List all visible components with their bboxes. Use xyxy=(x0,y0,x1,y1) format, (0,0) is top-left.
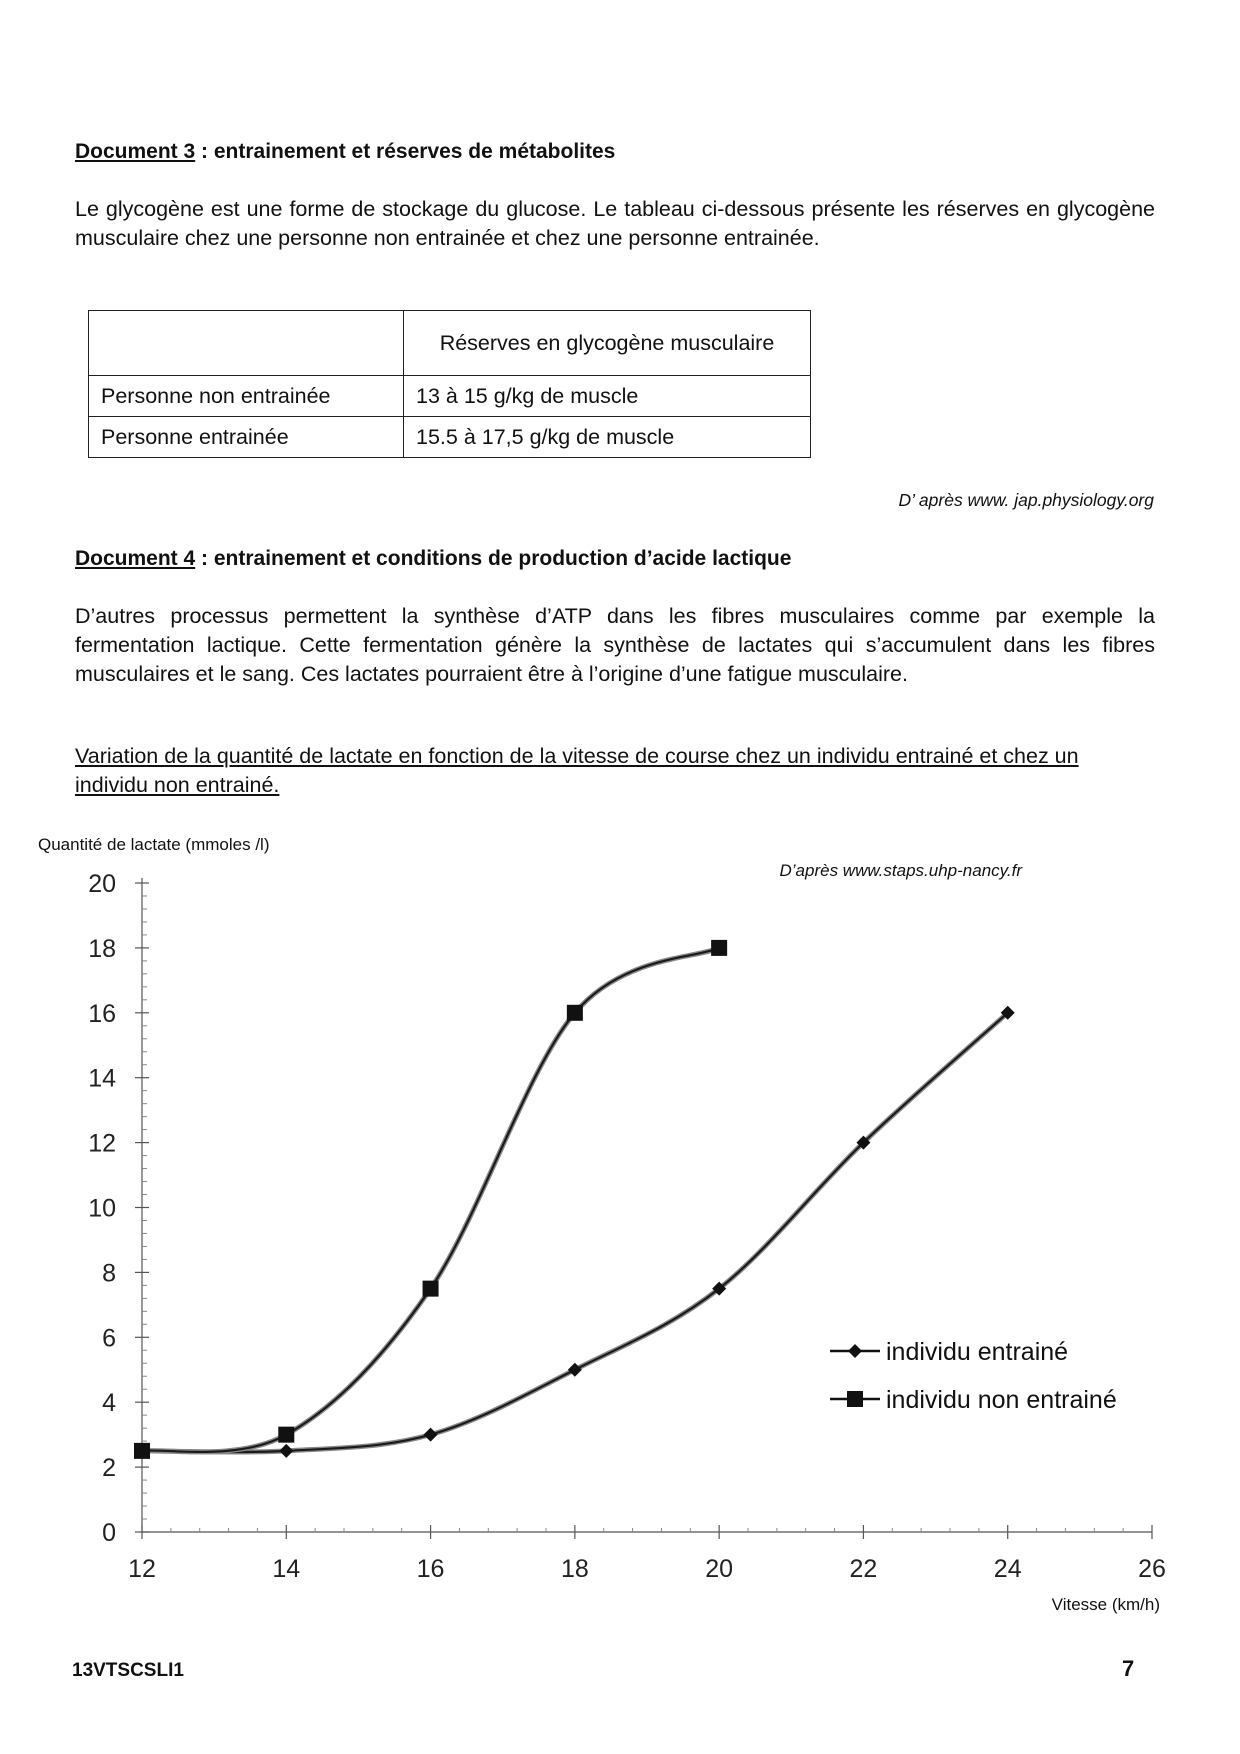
table-header-cell: Réserves en glycogène musculaire xyxy=(404,311,811,376)
y-tick-label: 8 xyxy=(102,1259,116,1288)
table-row-value: 15.5 à 17,5 g/kg de muscle xyxy=(404,417,811,458)
table-corner-cell xyxy=(89,311,404,376)
non-trained-series-line xyxy=(142,948,719,1452)
y-tick-label: 0 xyxy=(102,1519,116,1547)
legend-square-marker xyxy=(847,1391,863,1407)
non-trained-point xyxy=(711,940,727,956)
table-header-row xyxy=(89,311,811,376)
document-3-label: Document 3 xyxy=(75,140,196,163)
non-trained-point xyxy=(134,1443,150,1459)
document-3-heading xyxy=(75,140,615,164)
trained-point xyxy=(424,1428,438,1442)
legend-label: individu non entrainé xyxy=(886,1386,1117,1414)
chart-source: D’après www.staps.uhp-nancy.fr xyxy=(779,861,1022,880)
y-tick-label: 16 xyxy=(88,999,116,1028)
chart-heading: Variation de la quantité de lactate en fonction de la vitesse de course chez un individu entrainé et chez un individu non entrainé. xyxy=(75,744,1079,797)
document-3-paragraph: Le glycogène est une forme de stockage du glucose. Le tableau ci-dessous présente les réserves en glycogène musculaire chez une personne non entrainée et chez une personne entrainée. xyxy=(75,197,1155,250)
glycogen-table xyxy=(88,310,811,458)
table-row xyxy=(89,376,811,417)
legend-diamond-marker xyxy=(848,1344,862,1358)
table-row-label: Personne non entrainée xyxy=(89,376,404,417)
document-4-heading xyxy=(75,547,791,571)
non-trained-point xyxy=(423,1281,439,1297)
trained-point xyxy=(279,1444,293,1458)
x-tick-label: 16 xyxy=(416,1555,445,1583)
x-tick-label: 20 xyxy=(705,1555,734,1583)
non-trained-point xyxy=(567,1005,583,1021)
lactate-chart xyxy=(0,800,1240,1620)
table-row-value: 13 à 15 g/kg de muscle xyxy=(404,376,811,417)
trained-series-line xyxy=(142,1013,1008,1452)
y-tick-label: 14 xyxy=(88,1064,116,1093)
footer-code: 13VTSCSLI1 xyxy=(72,1660,184,1681)
document-4-paragraph: D’autres processus permettent la synthèse d’ATP dans les fibres musculaires comme par exemple la fermentation lactique. Cette fermentation génère la synthèse de lactates qui s’accumulent dans les fibres musculaires et le sang. Ces lactates pourraient être à l’origine d’une fatigue musculaire. xyxy=(75,604,1155,686)
chart-legend xyxy=(830,1338,1117,1414)
non-trained-series-halo xyxy=(142,948,719,1452)
x-tick-label: 14 xyxy=(272,1555,301,1583)
y-tick-label: 12 xyxy=(88,1129,116,1158)
document-3-title: : entrainement et réserves de métabolites xyxy=(195,140,616,163)
y-axis-label: Quantité de lactate (mmoles /l) xyxy=(38,835,270,854)
y-tick-label: 4 xyxy=(102,1389,116,1418)
document-4-label: Document 4 xyxy=(75,547,196,570)
x-tick-label: 22 xyxy=(849,1555,878,1583)
non-trained-point xyxy=(278,1427,294,1443)
y-tick-label: 18 xyxy=(88,934,116,963)
y-tick-label: 6 xyxy=(102,1324,116,1353)
legend-label: individu entrainé xyxy=(886,1338,1069,1366)
trained-series-halo xyxy=(142,1013,1008,1452)
y-tick-label: 2 xyxy=(102,1454,116,1483)
page-number: 7 xyxy=(1122,1656,1135,1681)
x-tick-label: 12 xyxy=(128,1555,156,1583)
document-4-title: : entrainement et conditions de production d’acide lactique xyxy=(195,547,792,570)
chart-axes xyxy=(88,870,1166,1583)
x-tick-label: 24 xyxy=(993,1555,1022,1583)
document-3-source: D’ après www. jap.physiology.org xyxy=(898,490,1154,510)
chart-series-markers xyxy=(134,940,1015,1459)
table-row xyxy=(89,417,811,458)
x-tick-label: 26 xyxy=(1138,1555,1166,1583)
x-tick-label: 18 xyxy=(560,1555,589,1583)
y-tick-label: 10 xyxy=(88,1194,116,1223)
x-axis-label: Vitesse (km/h) xyxy=(1051,1595,1160,1614)
table-row-label: Personne entrainée xyxy=(89,417,404,458)
y-tick-label: 20 xyxy=(88,870,116,898)
